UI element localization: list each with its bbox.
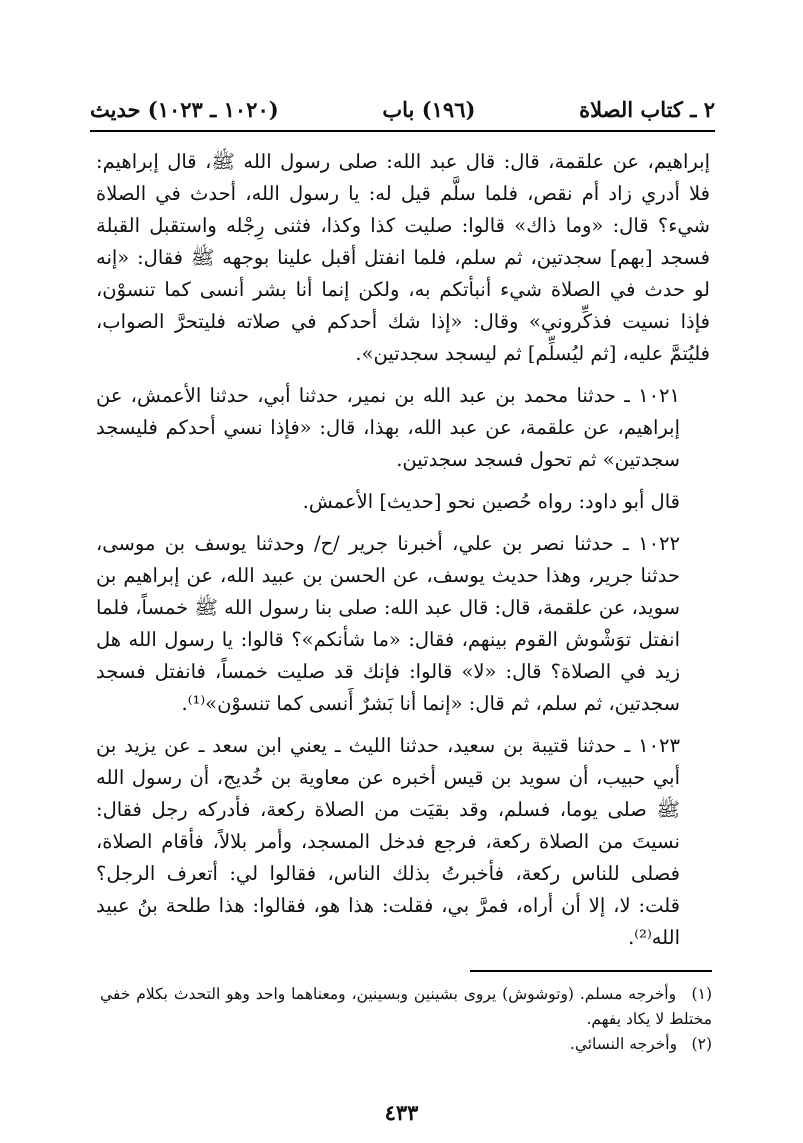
hadith-1023: ١٠٢٣ ـ حدثنا قتيبة بن سعيد، حدثنا الليث ـ يعني ابن سعد ـ عن يزيد بن أبي حبيب، أن سويد بن قيس أخبره عن معاوية بن خُديج، أن رسول الله ﷺ صلى يوما، فسلم، وقد بقيَت من الصلاة ركعة، فأدركه رجل فقال: نسيتَ من الصلاة ركعة، فرجع فدخل المسجد، وأمر بلالاً، فأقام الصلاة، فصلى للناس ركعة، فأخبرتُ بذلك الناس، فقالوا لي: أتعرف الرجل؟ قلت: لا، إلا أن أراه، فمرَّ بي، فقلت: هذا هو، فقالوا: هذا طلحة بنُ عبيد الله⁽²⁾. bbox=[96, 734, 680, 949]
page-number: ٤٣٣ bbox=[384, 1100, 419, 1125]
hadith-1021: ١٠٢١ ـ حدثنا محمد بن عبد الله بن نمير، حدثنا أبي، حدثنا الأعمش، عن إبراهيم، عن علقمة، عن عبد الله، بهذا، قال: «فإذا نسي أحدكم فليسجد سجدتين» ثم تحول فسجد سجدتين. bbox=[96, 384, 681, 471]
footnotes bbox=[100, 982, 712, 1057]
footnote-1-number: (١) bbox=[691, 985, 712, 1003]
footnote-2 bbox=[100, 1032, 712, 1057]
hadith-range: (١٠٢٠ ـ ١٠٢٣) حديث bbox=[90, 96, 279, 122]
paragraph-continuation: إبراهيم، عن علقمة، قال: قال عبد الله: صلى رسول الله ﷺ، قال إبراهيم: فلا أدري زاد أم نقص، فلما سلَّم قيل له: يا رسول الله، أحدث في الصلاة شيء؟ قال: «وما ذاك» قالوا: صليت كذا وكذا، فثنى رِجْله واستقبل القبلة فسجد [بهم] سجدتين، ثم سلم، فلما انفتل أقبل علينا بوجهه ﷺ فقال: «إنه لو حدث في الصلاة شيء أنبأتكم به، ولكن إنما أنا بشر أنسى كما تنسوْن، فإذا نسيت فذكِّروني» وقال: «إذا شك أحدكم في صلاته فليتحرَّ الصواب، فليُتمَّ عليه، [ثم ليُسلِّم] ثم ليسجد سجدتين». bbox=[96, 150, 710, 365]
chapter-title: (١٩٦) باب bbox=[382, 96, 476, 122]
footnote-2-text: وأخرجه النسائي. bbox=[569, 1035, 678, 1053]
book-title: ٢ ـ كتاب الصلاة bbox=[579, 96, 715, 122]
footnote-divider bbox=[470, 970, 712, 972]
abu-dawud-comment: قال أبو داود: رواه حُصين نحو [حديث] الأعمش. bbox=[302, 490, 680, 513]
main-text bbox=[96, 146, 710, 954]
hadith-1022: ١٠٢٢ ـ حدثنا نصر بن علي، أخبرنا جرير /ح/ وحدثنا يوسف بن موسى، حدثنا جرير، وهذا حديث يوسف، عن الحسن بن عبيد الله، عن إبراهيم بن سويد، عن علقمة، قال: قال عبد الله: صلى بنا رسول الله ﷺ خمساً، فلما انفتل توَشْوش القوم بينهم، فقال: «ما شأنكم»؟ قالوا: يا رسول الله هل زيد في الصلاة؟ قال: «لا» قالوا: فإنك قد صليت خمساً، فانفتل فسجد سجدتين، ثم سلم، ثم قال: «إنما أنا بَشرٌ أَنسى كما تنسوْن»⁽¹⁾. bbox=[96, 532, 680, 715]
header-divider bbox=[90, 130, 715, 132]
running-header bbox=[90, 94, 715, 124]
footnote-1-text: وأخرجه مسلم. (وتوشوش) يروى بشينين وبسينين، ومعناهما واحد وهو التحدث بكلام خفي مختلط لا يكاد يفهم. bbox=[100, 985, 712, 1028]
footnote-1 bbox=[100, 982, 712, 1032]
footnote-2-number: (٢) bbox=[691, 1035, 712, 1053]
